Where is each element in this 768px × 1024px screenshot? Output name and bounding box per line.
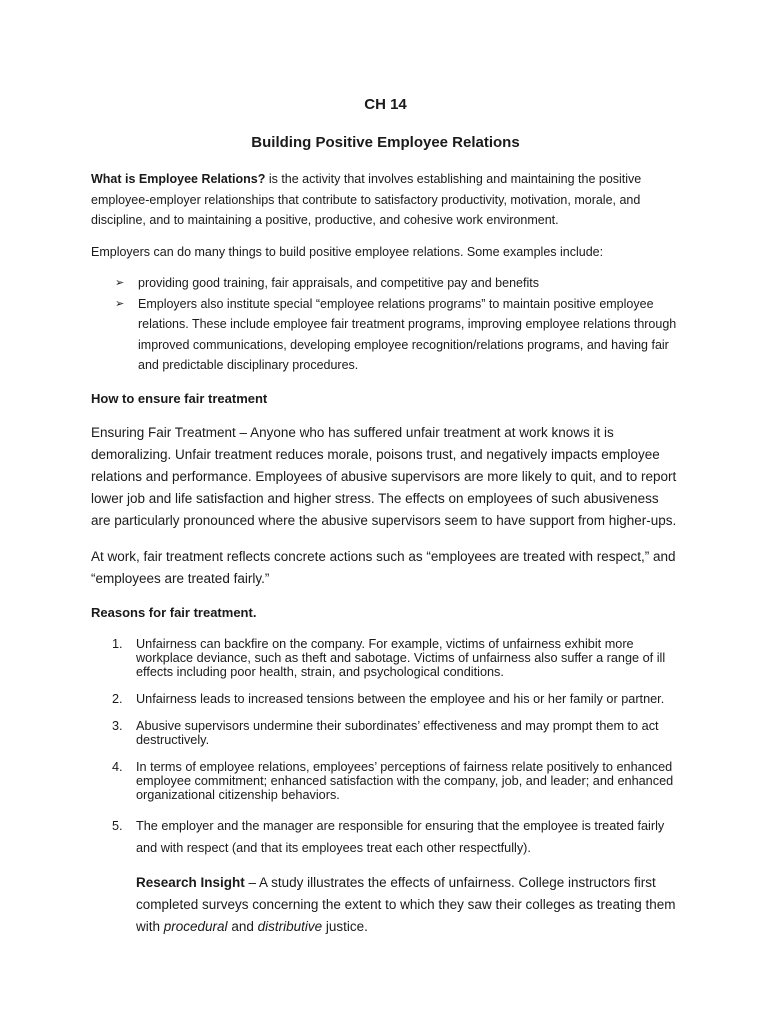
list-number: 4. xyxy=(112,759,123,774)
insight-text-1: – A study illustrates the effects of unfairness. College instructors first completed surveys concerning the extent to which they saw their colleges as treating them with xyxy=(136,874,676,935)
page-title: Building Positive Employee Relations xyxy=(251,134,520,151)
list-item xyxy=(91,273,680,294)
list-item xyxy=(91,294,680,376)
chapter-label: CH 14 xyxy=(364,96,407,113)
examples-heading: Employers can do many things to build positive employee relations. Some examples include: xyxy=(91,244,604,259)
list-text: Abusive supervisors undermine their subordinates’ effectiveness and may prompt them to act destructively. xyxy=(136,718,659,747)
list-text: The employer and the manager are responsible for ensuring that the employee is treated fairly and with respect (and that its employees treat each other respectfully). xyxy=(136,818,665,855)
reasons-heading: Reasons for fair treatment. xyxy=(91,604,257,620)
fair-treatment-paragraph: Ensuring Fair Treatment – Anyone who has suffered unfair treatment at work knows it is demoralizing. Unfair treatment reduces morale, poisons trust, and negatively impacts employee relations and performance. Employees of abusive supervisors are more likely to quit, and to report lower job and life satisfaction and higher stress. The effects on employees of such abusiveness are particularly pronounced where the abusive supervisors seem to have support from higher-ups. xyxy=(91,424,677,529)
bullet-text: Employers also institute special “employee relations programs” to maintain positive employee relations. These include employee fair treatment programs, improving employee relations through improved communications, developing employee recognition/relations programs, and having fair and predictable disciplinary procedures. xyxy=(138,296,677,372)
list-number: 2. xyxy=(112,691,123,706)
insight-text-3: justice. xyxy=(322,919,368,935)
insight-text-2: and xyxy=(227,919,258,935)
list-item xyxy=(91,637,680,679)
arrow-bullet-icon: ➢ xyxy=(115,297,125,310)
fair-treatment-respect-paragraph: At work, fair treatment reflects concrete actions such as “employees are treated with respect,” and “employees are treated fairly.” xyxy=(91,548,676,586)
list-text: In terms of employee relations, employees’ perceptions of fairness relate positively to enhanced employee commitment; enhanced satisfaction with the company, job, and leader; and enhanced organizational citizenship behaviors. xyxy=(136,759,674,802)
list-number: 5. xyxy=(112,818,123,833)
insight-lead: Research Insight xyxy=(136,874,245,890)
list-number: 1. xyxy=(112,636,123,651)
bullet-text: providing good training, fair appraisals, and competitive pay and benefits xyxy=(138,276,539,290)
list-item xyxy=(91,719,680,747)
fair-treatment-heading: How to ensure fair treatment xyxy=(91,390,268,406)
list-item xyxy=(91,815,680,859)
insight-emphasis-distributive: distributive xyxy=(257,919,323,935)
intro-body: is the activity that involves establishing and maintaining the positive employee-employer relationships that contribute to satisfactory productivity, motivation, morale, and discipline, and to maintaining a positive, productive, and cohesive work environment. xyxy=(91,172,642,227)
arrow-bullet-icon: ➢ xyxy=(115,277,125,289)
reasons-list xyxy=(91,637,680,859)
list-item xyxy=(91,760,680,802)
list-item xyxy=(91,692,680,706)
examples-list xyxy=(91,273,680,376)
insight-emphasis-procedural: procedural xyxy=(163,919,228,935)
research-insight-paragraph xyxy=(91,872,680,939)
list-text: Unfairness can backfire on the company. For example, victims of unfairness exhibit more workplace deviance, such as theft and sabotage. Victims of unfairness also suffer a range of ill effects including poor health, strain, and psychological conditions. xyxy=(136,636,666,679)
intro-paragraph xyxy=(91,169,680,231)
list-text: Unfairness leads to increased tensions between the employee and his or her family or partner. xyxy=(136,691,665,706)
list-number: 3. xyxy=(112,718,123,733)
intro-lead: What is Employee Relations? xyxy=(91,172,266,186)
